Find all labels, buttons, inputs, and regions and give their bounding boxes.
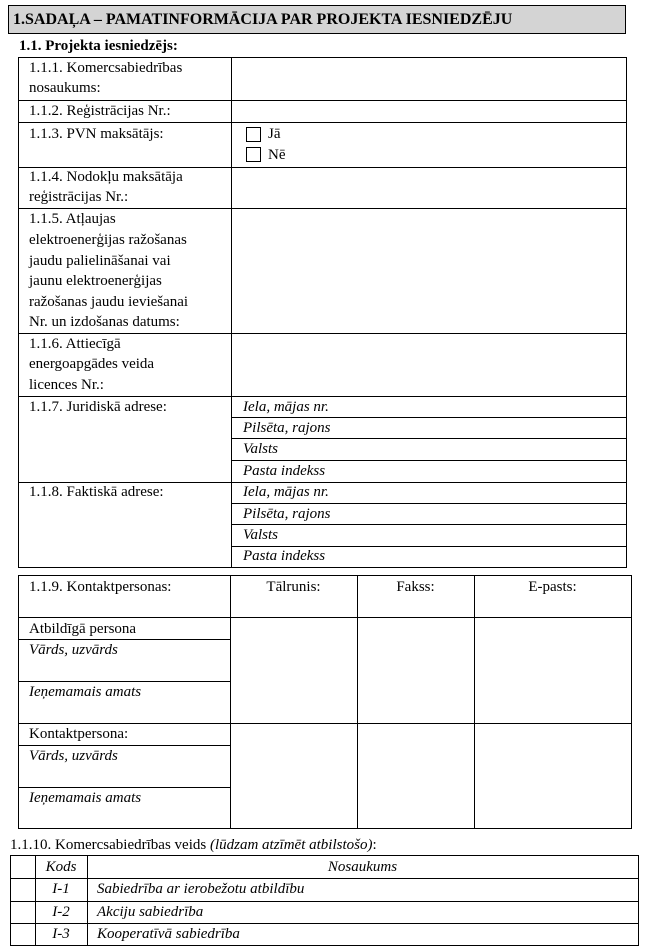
type-i1-code: I-1 (52, 881, 70, 897)
license-label-line3: licences Nr.: (29, 377, 104, 393)
permit-label-line1: 1.1.5. Atļaujas (29, 211, 116, 227)
contact-position-field[interactable]: Ieņemamais amats (29, 790, 142, 806)
actual-city-field[interactable]: Pilsēta, rajons (243, 506, 331, 522)
col-name-header: Nosaukums (327, 859, 398, 875)
legal-postcode-field[interactable]: Pasta indekss (243, 463, 326, 479)
contact-email-field[interactable] (475, 724, 631, 828)
registration-no-label: 1.1.2. Reģistrācijas Nr.: (29, 103, 171, 119)
legal-city-field[interactable]: Pilsēta, rajons (243, 420, 331, 436)
type-i2-code: I-2 (52, 904, 70, 920)
responsible-email-field[interactable] (475, 618, 631, 723)
contact-phone-field[interactable] (231, 724, 357, 828)
taxpayer-reg-label-line1: 1.1.4. Nodokļu maksātāja (29, 169, 183, 185)
responsible-fax-field[interactable] (358, 618, 474, 723)
type-i1-checkbox-cell[interactable] (11, 879, 35, 901)
type-i1-name: Sabiedrība ar ierobežotu atbildību (97, 881, 305, 897)
contact-person-label: Kontaktpersona: (29, 726, 129, 742)
company-type-colon: : (372, 837, 377, 853)
vat-no-checkbox[interactable] (246, 147, 261, 162)
actual-address-label: 1.1.8. Faktiskā adrese: (29, 484, 164, 500)
license-label-line1: 1.1.6. Attiecīgā (29, 336, 121, 352)
license-label-line2: energoapgādes veida (29, 356, 155, 372)
company-type-label (10, 835, 377, 855)
company-name-label-line2: nosaukums: (29, 80, 101, 96)
section-header-title: 1.SADAĻA – PAMATINFORMĀCIJA PAR PROJEKTA IESNIEDZĒJU (13, 11, 513, 28)
actual-postcode-field[interactable]: Pasta indekss (243, 548, 326, 564)
permit-label-line4: jaunu elektroenerģijas (29, 273, 162, 289)
subheading: 1.1. Projekta iesniedzējs: (19, 38, 178, 54)
legal-address-label: 1.1.7. Juridiskā adrese: (29, 399, 167, 415)
actual-country-field[interactable]: Valsts (243, 527, 279, 543)
license-field[interactable] (232, 334, 626, 396)
col-fax-header: Fakss: (396, 579, 435, 595)
company-name-field[interactable] (232, 58, 626, 100)
col-email-header: E-pasts: (528, 579, 577, 595)
contacts-label: 1.1.9. Kontaktpersonas: (29, 579, 172, 595)
type-i2-checkbox-cell[interactable] (11, 902, 35, 923)
responsible-position-field[interactable]: Ieņemamais amats (29, 684, 142, 700)
type-i3-name: Kooperatīvā sabiedrība (97, 926, 240, 942)
company-name-label-line1: 1.1.1. Komercsabiedrības (29, 60, 183, 76)
permit-field[interactable] (232, 209, 626, 333)
type-i3-code: I-3 (52, 926, 70, 942)
vat-yes-checkbox[interactable] (246, 127, 261, 142)
vat-payer-label: 1.1.3. PVN maksātājs: (29, 126, 164, 142)
company-type-prefix: 1.1.10. Komercsabiedrības veids (10, 837, 210, 853)
permit-label-line5: ražošanas jaudu ieviešanai (29, 294, 189, 310)
company-type-note: (lūdzam atzīmēt atbilstošo) (209, 837, 373, 853)
type-i3-checkbox-cell[interactable] (11, 924, 35, 945)
vat-no-label: Nē (268, 147, 286, 163)
taxpayer-reg-label-line2: reģistrācijas Nr.: (29, 189, 129, 205)
actual-street-field[interactable]: Iela, mājas nr. (243, 484, 329, 500)
vat-yes-label: Jā (268, 126, 281, 142)
permit-label-line2: elektroenerģijas ražošanas (29, 232, 187, 248)
contact-name-field[interactable]: Vārds, uzvārds (29, 748, 118, 764)
legal-country-field[interactable]: Valsts (243, 441, 279, 457)
permit-label-line6: Nr. un izdošanas datums: (29, 314, 180, 330)
responsible-person-label: Atbildīgā persona (29, 621, 137, 637)
registration-no-field[interactable] (232, 101, 626, 122)
type-i2-name: Akciju sabiedrība (97, 904, 204, 920)
section-header (8, 5, 626, 34)
col-phone-header: Tālrunis: (266, 579, 321, 595)
contact-fax-field[interactable] (358, 724, 474, 828)
responsible-name-field[interactable]: Vārds, uzvārds (29, 642, 118, 658)
col-code-header: Kods (45, 859, 77, 875)
responsible-phone-field[interactable] (231, 618, 357, 723)
taxpayer-reg-field[interactable] (232, 168, 626, 208)
legal-street-field[interactable]: Iela, mājas nr. (243, 399, 329, 415)
permit-label-line3: jaudu palielināšanai vai (29, 253, 171, 269)
